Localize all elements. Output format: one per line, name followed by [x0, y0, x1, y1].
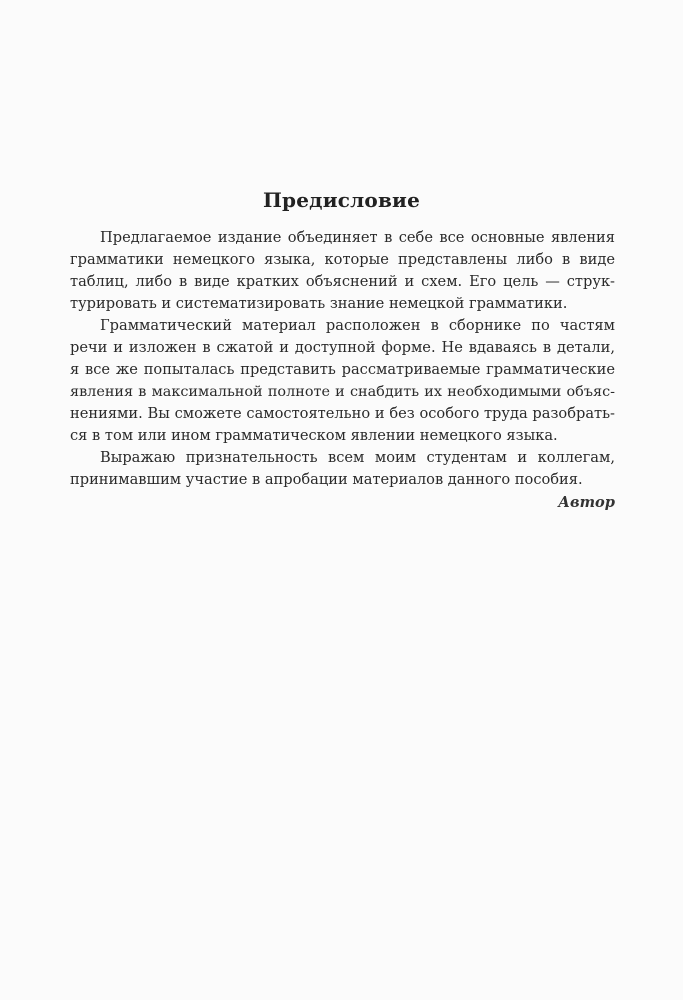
paragraph-1-line-4: турировать и систематизировать знание немецкой грамматики.: [70, 295, 568, 312]
paragraph-1-line-3: таблиц, либо в виде кратких объяснений и схем. Его цель — струк-: [70, 273, 615, 290]
paragraph-2-line-1: Грамматический материал расположен в сборнике по частям: [100, 317, 615, 334]
paragraph-2-line-5: нениями. Вы сможете самостоятельно и без особого труда разобрать-: [70, 405, 615, 422]
paragraph-2-line-4: явления в максимальной полноте и снабдить их необходимыми объяс-: [70, 384, 615, 400]
paragraph-1-line-2: грамматики немецкого языка, которые представлены либо в виде: [70, 251, 615, 268]
paragraph-1-line-1: Предлагаемое издание объединяет в себе все основные явления: [100, 229, 615, 246]
paragraph-3-line-2: принимавшим участие в апробации материалов данного пособия.: [70, 471, 583, 488]
paragraph-2-line-3: я все же попыталась представить рассматриваемые грамматические: [70, 361, 615, 378]
paragraph-3-line-1: Выражаю признательность всем моим студентам и коллегам,: [100, 449, 615, 466]
page-title: Предисловие: [262, 188, 421, 212]
paragraph-2-line-6: ся в том или ином грамматическом явлении немецкого языка.: [70, 427, 558, 444]
author-signature: Автор: [558, 494, 615, 511]
paragraph-2-line-2: речи и изложен в сжатой и доступной форме. Не вдаваясь в детали,: [70, 339, 615, 356]
